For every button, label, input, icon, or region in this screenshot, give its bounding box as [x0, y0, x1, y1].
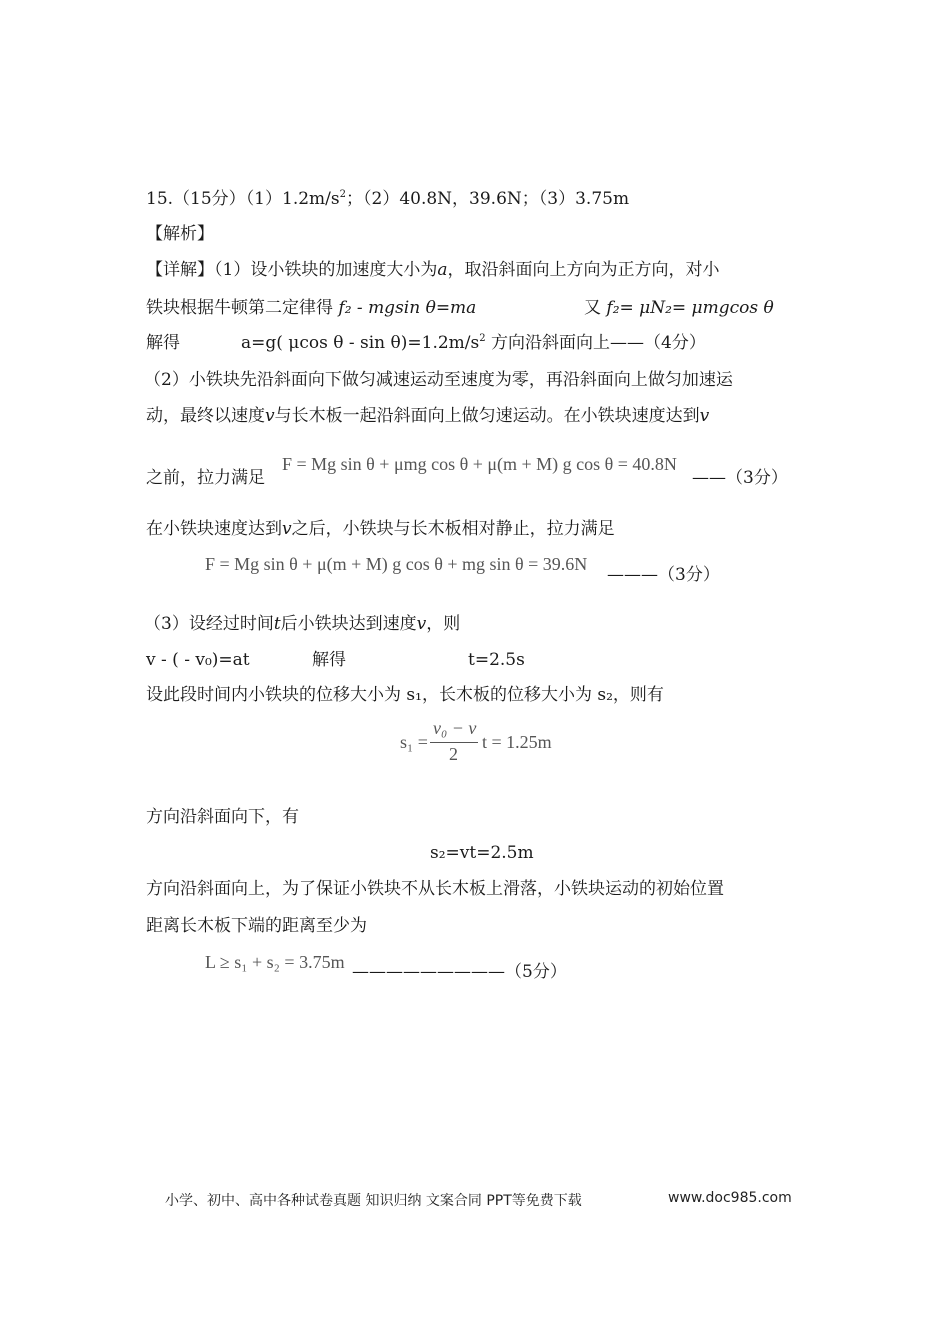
- eq-force-before: F = Mg sin θ + μmg cos θ + μ(m + M) g cos θ = 40.8N: [282, 454, 677, 474]
- eq-acceleration: a=g( μcos θ - sin θ)=1.2m/s: [241, 333, 480, 353]
- part3-score: —————————（5分）: [352, 962, 567, 982]
- part2-line2b: 与长木板一起沿斜面向上做匀速运动。在小铁块速度达到: [274, 406, 700, 426]
- eq-velocity: v - ( - v₀)=at: [146, 650, 250, 670]
- eq-s1-fraction: [400, 718, 560, 768]
- part1-line2-right: [584, 296, 774, 320]
- part3-line1: [144, 612, 460, 636]
- var-v: v: [282, 519, 292, 539]
- answer-part1: （1）1.2m/s: [245, 189, 340, 209]
- answer-part3: （3）3.75m: [538, 189, 630, 209]
- footer-text: 小学、初中、高中各种试卷真题 知识归纳 文案合同 PPT等免费下载: [165, 1193, 582, 1209]
- part3-solve-label: 解得: [312, 650, 346, 670]
- part3-line1a: （3）设经过时间: [144, 614, 274, 634]
- part1-text: （1）设小铁块的加速度大小为: [214, 260, 438, 280]
- part1-result-line: [241, 331, 706, 355]
- answer-part2: （2）40.8N，39.6N；: [363, 189, 539, 209]
- result-tail: 方向沿斜面向上——（4分）: [485, 333, 706, 353]
- fraction-bar: [430, 742, 478, 743]
- eq-length: L ≥ s₁ + s₂ = 3.75m: [205, 952, 345, 972]
- eq-s2: s₂=vt=2.5m: [430, 843, 534, 863]
- part2-line4: [146, 517, 615, 541]
- eq-friction-force: f₂= μN₂= μmgcos θ: [606, 298, 774, 318]
- question-score: （15分）: [173, 189, 246, 209]
- part1-line1: [146, 258, 719, 282]
- s1-denominator: 2: [449, 744, 458, 764]
- eq-time-result: t=2.5s: [468, 650, 525, 670]
- part1-again: 又: [584, 298, 601, 318]
- part1-solve-label: 解得: [146, 333, 180, 353]
- heading-detail: 【详解】: [146, 260, 214, 280]
- part2-line3: 之前，拉力满足: [146, 468, 265, 488]
- answer-line: [146, 187, 629, 211]
- part1-text-tail: ，取沿斜面向上方向为正方向，对小: [447, 260, 720, 280]
- question-number: 15.: [146, 189, 174, 209]
- result-sup: 2: [479, 333, 486, 344]
- footer-url[interactable]: www.doc985.com: [668, 1190, 792, 1206]
- part2-line1: （2）小铁块先沿斜面向下做匀减速运动至速度为零，再沿斜面向上做匀加速运: [144, 370, 733, 390]
- var-t: t: [273, 614, 281, 634]
- part3-dir-down: 方向沿斜面向下，有: [146, 807, 299, 827]
- part2-line2: [146, 404, 709, 428]
- var-v: v: [265, 406, 275, 426]
- s1-numerator: v₀ − v: [433, 718, 477, 738]
- s1-rhs: t = 1.25m: [482, 732, 552, 752]
- part2-score1: ——（3分）: [692, 468, 788, 488]
- part3-line1c: ，则: [426, 614, 461, 634]
- s1-lhs: s₁ =: [400, 732, 428, 752]
- part1-law-text: 铁块根据牛顿第二定律得: [146, 298, 333, 318]
- part1-line2: [146, 296, 476, 320]
- part2-line4a: 在小铁块速度达到: [146, 519, 282, 539]
- part2-line2a: 动，最终以速度: [146, 406, 265, 426]
- heading-analysis: 【解析】: [146, 224, 214, 244]
- answer-part1-sup: 2: [339, 189, 346, 200]
- var-v: v: [416, 614, 427, 634]
- part3-line-up: 方向沿斜面向上，为了保证小铁块不从长木板上滑落，小铁块运动的初始位置: [146, 879, 724, 899]
- eq-force-after: F = Mg sin θ + μ(m + M) g cos θ + mg sin θ = 39.6N: [205, 554, 588, 574]
- footer: [165, 1190, 792, 1210]
- part2-line4b: 之后，小铁块与长木板相对静止，拉力满足: [291, 519, 615, 539]
- part3-line-dist: 距离长木板下端的距离至少为: [146, 916, 367, 936]
- eq-friction-law: f₂ - mgsin θ=ma: [338, 298, 477, 318]
- part2-score2: ———（3分）: [607, 565, 720, 585]
- var-v: v: [699, 406, 710, 426]
- var-a: a: [437, 260, 448, 280]
- part3-line1b: 后小铁块达到速度: [280, 614, 417, 634]
- answer-part1-tail: ；: [346, 189, 363, 209]
- part3-line3: 设此段时间内小铁块的位移大小为 s₁，长木板的位移大小为 s₂，则有: [146, 685, 664, 705]
